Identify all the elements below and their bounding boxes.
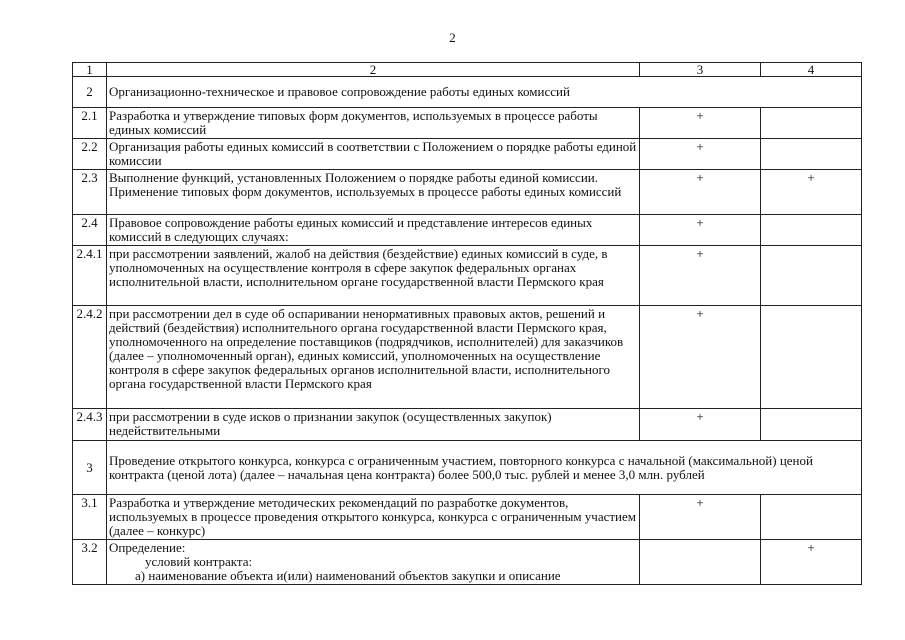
table-row — [73, 108, 862, 139]
col3-mark: + — [640, 170, 761, 215]
table-row — [73, 409, 862, 441]
table-row — [73, 77, 862, 108]
row-text: при рассмотрении дел в суде об оспаривании ненормативных правовых актов, решений и действий (бездействия) исполнительного органа государственной власти Пермского края, уполномоченного на определение поставщиков (подрядчиков, исполнителей) для заказчиков (далее – уполномоченный орган), единых комиссий, уполномоченных на осуществление контроля в сфере закупок федеральных органов исполнительной власти, исполнительного органа государственной власти Пермского края — [107, 306, 640, 409]
col4-mark — [761, 409, 862, 441]
col4-mark — [761, 246, 862, 306]
row-text: при рассмотрении заявлений, жалоб на действия (бездействие) единых комиссий в суде, в уполномоченных на осуществление контроля в сфере закупок федеральных органах исполнительной власти, исполнительном органе государственной власти Пермского края — [107, 246, 640, 306]
row-number: 3.1 — [73, 495, 107, 540]
header-col-4: 4 — [761, 63, 862, 77]
table-header-row — [73, 63, 862, 77]
header-col-2: 2 — [107, 63, 640, 77]
row-text-sub1: условий контракта: — [145, 554, 253, 569]
col3-mark: + — [640, 215, 761, 246]
col3-mark: + — [640, 108, 761, 139]
page-number: 2 — [449, 30, 456, 45]
col4-mark: + — [761, 170, 862, 215]
header-col-3: 3 — [640, 63, 761, 77]
row-number: 2 — [73, 77, 107, 108]
row-text: Организация работы единых комиссий в соответствии с Положением о порядке работы единой комиссии — [107, 139, 640, 170]
table-row — [73, 441, 862, 495]
table-row — [73, 495, 862, 540]
section-heading: Проведение открытого конкурса, конкурса с ограниченным участием, повторного конкурса с начальной (максимальной) ценой контракта (ценой лота) (далее – начальная цена контракта) более 500,0 тыс. рублей и менее 3,0 млн. рублей — [107, 441, 862, 495]
procurement-table — [72, 62, 862, 585]
row-number: 2.4.1 — [73, 246, 107, 306]
table-row — [73, 306, 862, 409]
row-text — [107, 540, 640, 585]
row-text-heading: Определение: — [109, 540, 186, 555]
row-text: Правовое сопровождение работы единых комиссий и представление интересов единых комиссий в следующих случаях: — [107, 215, 640, 246]
col3-mark: + — [640, 495, 761, 540]
row-number: 2.4 — [73, 215, 107, 246]
row-number: 2.1 — [73, 108, 107, 139]
col4-mark: + — [761, 540, 862, 585]
header-col-1: 1 — [73, 63, 107, 77]
row-number: 2.4.3 — [73, 409, 107, 441]
row-text: при рассмотрении в суде исков о признании закупок (осуществленных закупок) недействительными — [107, 409, 640, 441]
row-text: Выполнение функций, установленных Положением о порядке работы единой комиссии. Применение типовых форм документов, используемых в процессе работы единых комиссий — [107, 170, 640, 215]
col4-mark — [761, 215, 862, 246]
row-text: Разработка и утверждение типовых форм документов, используемых в процессе работы единых комиссий — [107, 108, 640, 139]
col3-mark: + — [640, 409, 761, 441]
col4-mark — [761, 139, 862, 170]
table-row — [73, 215, 862, 246]
section-heading: Организационно-техническое и правовое сопровождение работы единых комиссий — [107, 77, 862, 108]
table-row — [73, 139, 862, 170]
row-number: 3 — [73, 441, 107, 495]
col3-mark: + — [640, 246, 761, 306]
col4-mark — [761, 495, 862, 540]
table-row — [73, 540, 862, 585]
row-number: 2.4.2 — [73, 306, 107, 409]
col4-mark — [761, 108, 862, 139]
row-number: 2.2 — [73, 139, 107, 170]
row-text-sub2: а) наименование объекта и(или) наименований объектов закупки и описание — [135, 568, 561, 583]
col3-mark — [640, 540, 761, 585]
row-number: 3.2 — [73, 540, 107, 585]
table-row — [73, 170, 862, 215]
row-text: Разработка и утверждение методических рекомендаций по разработке документов, используемых в процессе проведения открытого конкурса, конкурса с ограниченным участием (далее – конкурс) — [107, 495, 640, 540]
col4-mark — [761, 306, 862, 409]
col3-mark: + — [640, 306, 761, 409]
row-number: 2.3 — [73, 170, 107, 215]
table-row — [73, 246, 862, 306]
col3-mark: + — [640, 139, 761, 170]
